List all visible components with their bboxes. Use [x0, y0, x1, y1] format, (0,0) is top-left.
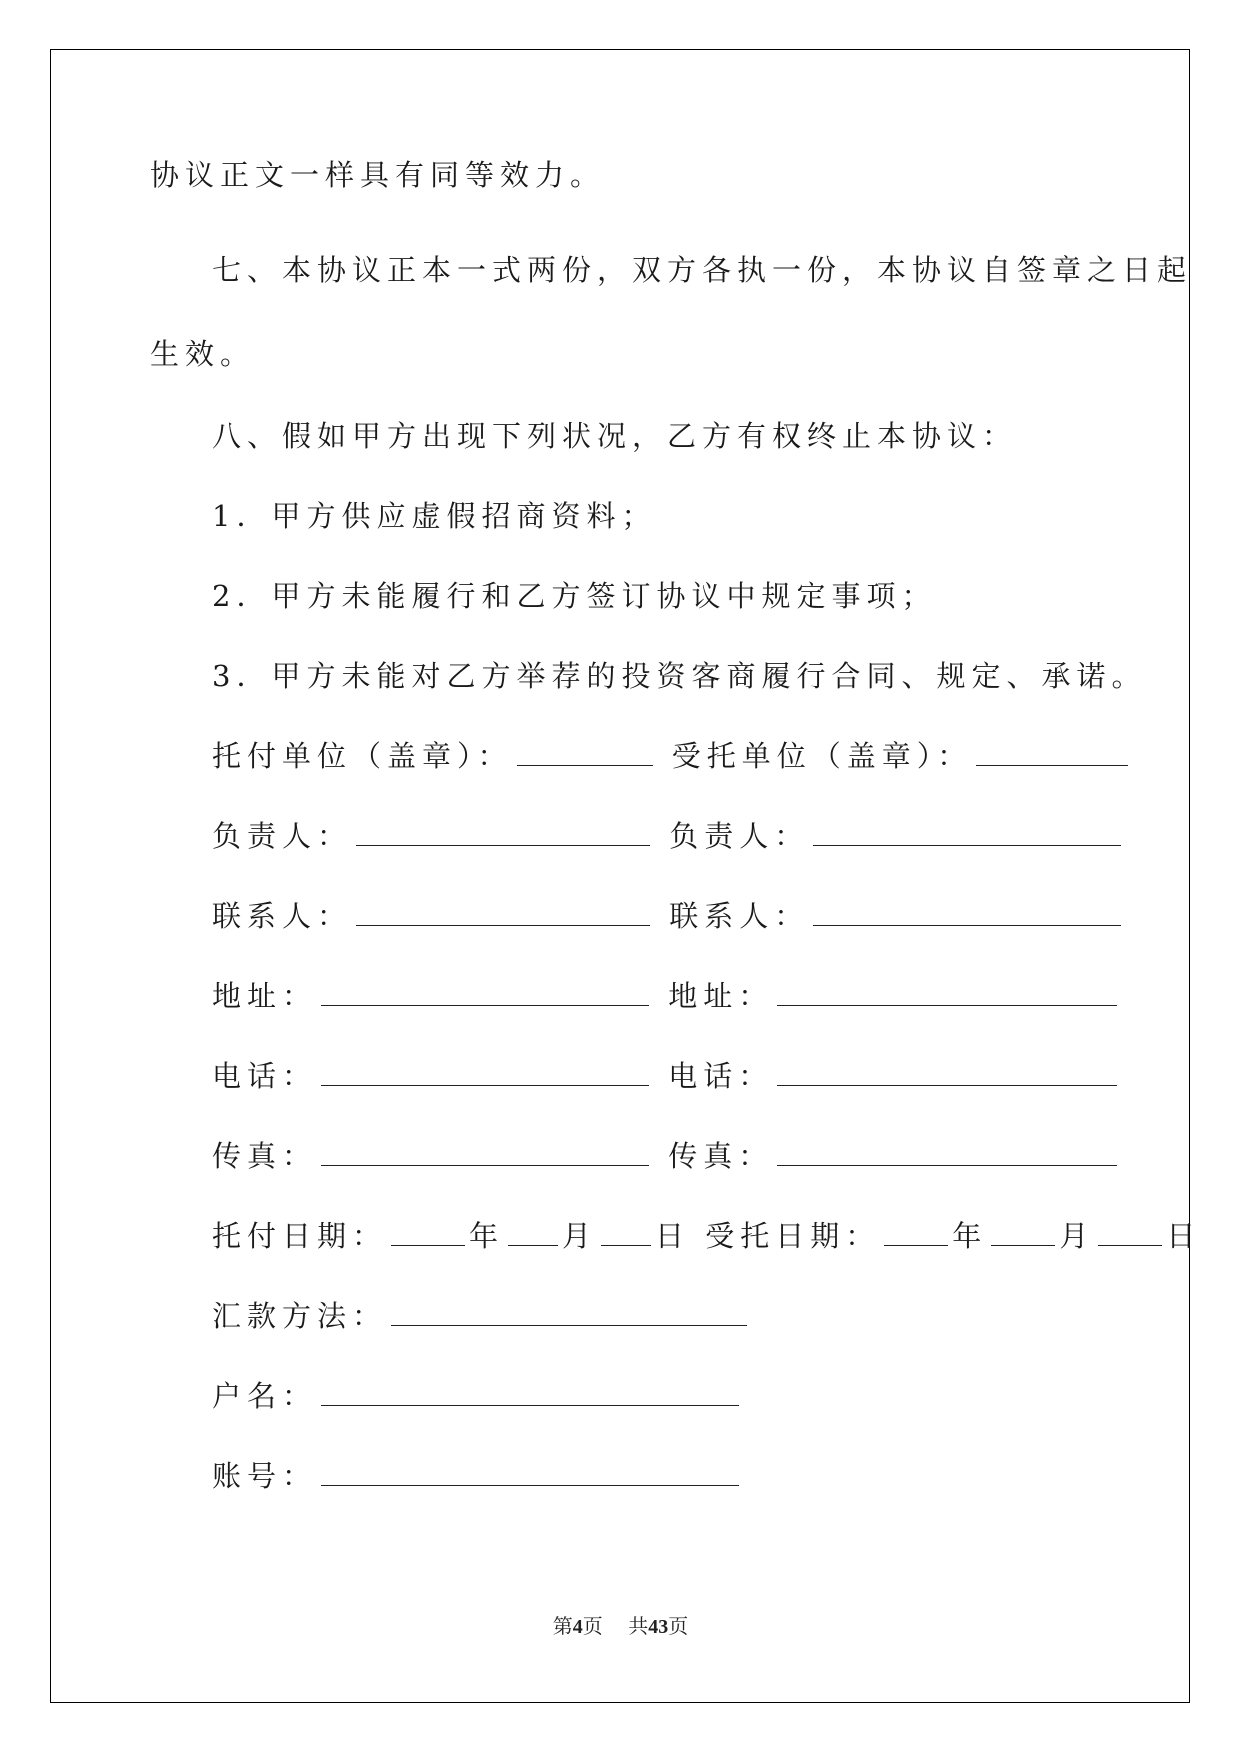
remit-row — [212, 1296, 751, 1336]
phone-field-b[interactable] — [777, 1057, 1117, 1086]
entrust-day-field[interactable] — [601, 1217, 651, 1246]
address-field-b[interactable] — [777, 977, 1117, 1006]
clause-seven-line1: 七、本协议正本一式两份，双方各执一份，本协议自签章之日起 — [212, 253, 1193, 287]
remit-method-label: 汇款方法： — [212, 1299, 388, 1333]
clause-eight-item-3: 3．甲方未能对乙方举荐的投资客商履行合同、规定、承诺。 — [212, 659, 1147, 693]
contact-label-b: 联系人： — [669, 899, 810, 933]
trustee-month-field[interactable] — [991, 1217, 1055, 1246]
address-label-b: 地址： — [668, 979, 774, 1013]
principal-field-a[interactable] — [356, 817, 650, 846]
page-footer — [0, 1612, 1241, 1641]
entrust-year-field[interactable] — [391, 1217, 465, 1246]
contact-label-a: 联系人： — [212, 899, 353, 933]
page-prefix: 第 — [552, 1614, 573, 1638]
account-name-label: 户名： — [212, 1379, 318, 1413]
account-no-row — [212, 1456, 743, 1496]
contact-field-b[interactable] — [813, 897, 1121, 926]
clause-eight: 八、假如甲方出现下列状况，乙方有权终止本协议： — [212, 419, 1018, 453]
fax-label-a: 传真： — [212, 1139, 318, 1173]
clause-eight-item-2: 2．甲方未能履行和乙方签订协议中规定事项； — [212, 579, 937, 613]
entrust-month-field[interactable] — [508, 1217, 558, 1246]
day-label-a: 日 — [655, 1219, 691, 1253]
fax-field-b[interactable] — [777, 1137, 1117, 1166]
address-row — [212, 976, 1121, 1016]
fax-row — [212, 1136, 1121, 1176]
phone-field-a[interactable] — [321, 1057, 649, 1086]
address-field-a[interactable] — [321, 977, 649, 1006]
total-suffix: 页 — [668, 1614, 689, 1638]
principal-field-b[interactable] — [813, 817, 1121, 846]
page-suffix: 页 — [582, 1614, 603, 1638]
total-pages: 43 — [648, 1616, 669, 1638]
page-number: 4 — [572, 1616, 583, 1638]
account-name-row — [212, 1376, 743, 1416]
unit-row — [212, 736, 1132, 776]
year-label-a: 年 — [469, 1219, 505, 1253]
trustee-unit-field[interactable] — [976, 737, 1128, 766]
month-label-a: 月 — [562, 1219, 598, 1253]
principal-row — [212, 816, 1125, 856]
phone-label-b: 电话： — [668, 1059, 774, 1093]
trustee-year-field[interactable] — [884, 1217, 948, 1246]
principal-label-a: 负责人： — [212, 819, 353, 853]
date-row — [212, 1216, 1201, 1256]
day-label-b: 日 — [1166, 1219, 1202, 1253]
address-label-a: 地址： — [212, 979, 318, 1013]
month-label-b: 月 — [1059, 1219, 1095, 1253]
trustee-unit-label: 受托单位（盖章）： — [671, 739, 973, 773]
trustee-date-label: 受托日期： — [705, 1219, 881, 1253]
entrust-date-label: 托付日期： — [212, 1219, 388, 1253]
account-no-label: 账号： — [212, 1459, 318, 1493]
principal-label-b: 负责人： — [669, 819, 810, 853]
account-name-field[interactable] — [321, 1377, 739, 1406]
entrust-unit-label: 托付单位（盖章）： — [212, 739, 513, 773]
phone-label-a: 电话： — [212, 1059, 318, 1093]
phone-row — [212, 1056, 1121, 1096]
fax-field-a[interactable] — [321, 1137, 649, 1166]
contact-field-a[interactable] — [356, 897, 650, 926]
clause-seven-line2: 生效。 — [150, 337, 256, 371]
account-no-field[interactable] — [321, 1457, 739, 1486]
year-label-b: 年 — [952, 1219, 988, 1253]
remit-method-field[interactable] — [391, 1297, 747, 1326]
contact-row — [212, 896, 1125, 936]
fax-label-b: 传真： — [668, 1139, 774, 1173]
total-prefix: 共 — [628, 1614, 649, 1638]
clause-eight-item-1: 1．甲方供应虚假招商资料； — [212, 499, 657, 533]
entrust-unit-field[interactable] — [517, 737, 653, 766]
paragraph-continuation: 协议正文一样具有同等效力。 — [150, 158, 606, 192]
trustee-day-field[interactable] — [1098, 1217, 1162, 1246]
